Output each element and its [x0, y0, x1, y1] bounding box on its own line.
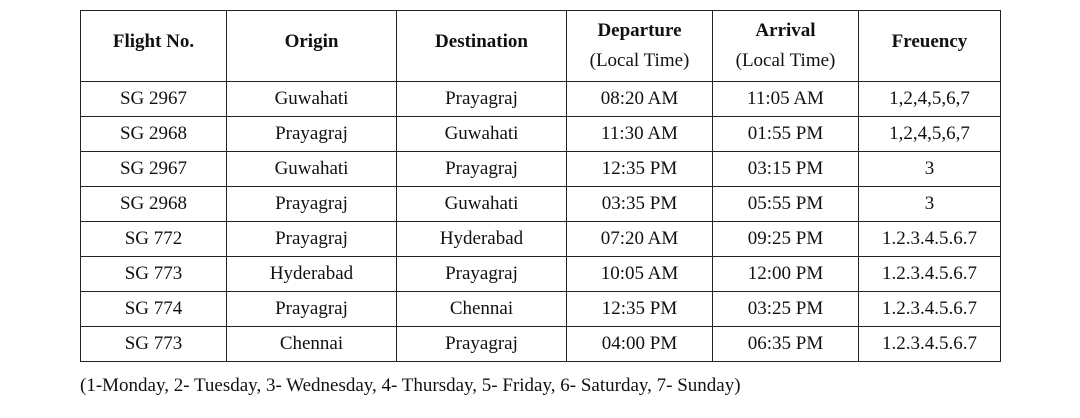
cell-origin: Prayagraj	[227, 222, 397, 257]
cell-flight-no: SG 772	[81, 222, 227, 257]
header-origin: Origin	[227, 11, 397, 82]
table-row	[81, 152, 1001, 187]
cell-departure: 08:20 AM	[567, 82, 713, 117]
header-arrival: Arrival (Local Time)	[713, 11, 859, 82]
table-row	[81, 187, 1001, 222]
cell-origin: Prayagraj	[227, 292, 397, 327]
cell-departure: 11:30 AM	[567, 117, 713, 152]
header-departure: Departure (Local Time)	[567, 11, 713, 82]
cell-destination: Guwahati	[397, 187, 567, 222]
cell-arrival: 03:25 PM	[713, 292, 859, 327]
cell-destination: Prayagraj	[397, 152, 567, 187]
cell-arrival: 09:25 PM	[713, 222, 859, 257]
cell-frequency: 1.2.3.4.5.6.7	[859, 292, 1001, 327]
cell-departure: 12:35 PM	[567, 292, 713, 327]
cell-flight-no: SG 774	[81, 292, 227, 327]
table-row	[81, 257, 1001, 292]
cell-arrival: 11:05 AM	[713, 82, 859, 117]
header-frequency: Freuency	[859, 11, 1001, 82]
cell-flight-no: SG 2967	[81, 152, 227, 187]
cell-departure: 07:20 AM	[567, 222, 713, 257]
cell-origin: Guwahati	[227, 82, 397, 117]
cell-arrival: 12:00 PM	[713, 257, 859, 292]
cell-destination: Prayagraj	[397, 82, 567, 117]
cell-frequency: 1,2,4,5,6,7	[859, 117, 1001, 152]
header-flight-no: Flight No.	[81, 11, 227, 82]
table-row	[81, 327, 1001, 362]
flight-schedule-table-container	[80, 10, 1000, 362]
cell-frequency: 1,2,4,5,6,7	[859, 82, 1001, 117]
cell-arrival: 01:55 PM	[713, 117, 859, 152]
cell-destination: Guwahati	[397, 117, 567, 152]
cell-destination: Chennai	[397, 292, 567, 327]
cell-origin: Prayagraj	[227, 187, 397, 222]
cell-arrival: 03:15 PM	[713, 152, 859, 187]
flight-schedule-table	[80, 10, 1001, 362]
table-row	[81, 222, 1001, 257]
cell-destination: Prayagraj	[397, 327, 567, 362]
cell-arrival: 05:55 PM	[713, 187, 859, 222]
cell-origin: Hyderabad	[227, 257, 397, 292]
cell-frequency: 1.2.3.4.5.6.7	[859, 327, 1001, 362]
cell-departure: 10:05 AM	[567, 257, 713, 292]
cell-frequency: 1.2.3.4.5.6.7	[859, 257, 1001, 292]
cell-origin: Prayagraj	[227, 117, 397, 152]
cell-departure: 03:35 PM	[567, 187, 713, 222]
cell-origin: Guwahati	[227, 152, 397, 187]
cell-flight-no: SG 2968	[81, 117, 227, 152]
table-row	[81, 117, 1001, 152]
cell-departure: 04:00 PM	[567, 327, 713, 362]
cell-frequency: 3	[859, 152, 1001, 187]
cell-flight-no: SG 2967	[81, 82, 227, 117]
cell-destination: Hyderabad	[397, 222, 567, 257]
cell-destination: Prayagraj	[397, 257, 567, 292]
cell-flight-no: SG 773	[81, 327, 227, 362]
table-row	[81, 82, 1001, 117]
cell-arrival: 06:35 PM	[713, 327, 859, 362]
day-legend-footnote: (1-Monday, 2- Tuesday, 3- Wednesday, 4- Thursday, 5- Friday, 6- Saturday, 7- Sunday)	[80, 375, 741, 396]
header-destination: Destination	[397, 11, 567, 82]
header-row	[81, 11, 1001, 82]
cell-flight-no: SG 773	[81, 257, 227, 292]
table-row	[81, 292, 1001, 327]
cell-flight-no: SG 2968	[81, 187, 227, 222]
cell-frequency: 1.2.3.4.5.6.7	[859, 222, 1001, 257]
cell-origin: Chennai	[227, 327, 397, 362]
cell-departure: 12:35 PM	[567, 152, 713, 187]
cell-frequency: 3	[859, 187, 1001, 222]
